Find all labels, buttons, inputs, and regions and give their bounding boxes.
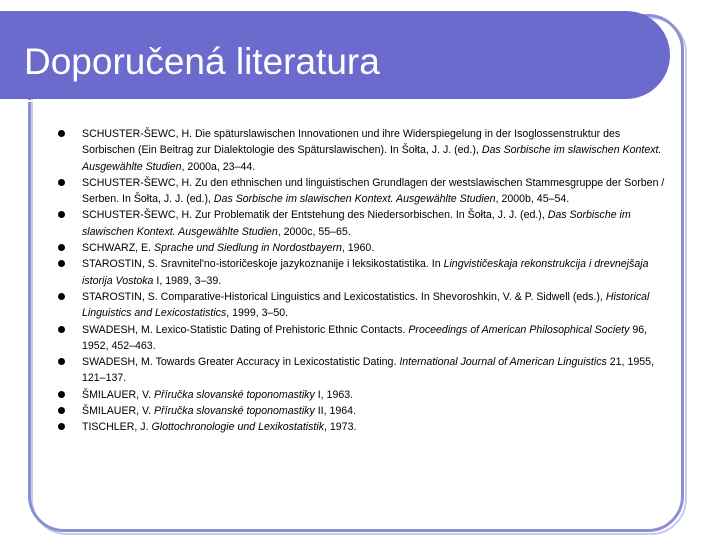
list-item — [58, 403, 668, 419]
reference-text: ŠMILAUER, V. — [82, 388, 155, 401]
list-item — [58, 240, 668, 256]
reference-details: , 2000b, 45–54. — [495, 193, 570, 206]
list-item — [58, 175, 668, 208]
reference-title: Glottochronologie und Lexikostatistik — [151, 421, 325, 434]
reference-details: I, 1963. — [314, 388, 354, 401]
reference-title: Historical Linguistics and Lexicostatistics — [82, 290, 650, 320]
list-item — [58, 126, 668, 175]
bullet-icon — [58, 130, 65, 137]
reference-text: STAROSTIN, S. Sravnitel'no-istoričeskoje jazykoznanije i leksikostatistika. In — [82, 258, 444, 271]
reference-title: Das Sorbische im slawischen Kontext. Ausgewählte Studien — [82, 144, 662, 173]
bullet-icon — [58, 293, 65, 300]
reference-title: International Journal of American Linguistics — [399, 356, 607, 369]
reference-details: , 1999, 3–50. — [226, 307, 289, 320]
reference-title: Lingvističeskaja rekonstrukcija i drevnejšaja istorija Vostoka — [82, 258, 649, 287]
reference-title: Proceedings of American Philosophical Society — [408, 323, 630, 336]
title-bar — [0, 11, 670, 99]
reference-title: Das Sorbische im slawischen Kontext. Ausgewählte Studien — [213, 193, 496, 206]
reference-text: SCHUSTER-ŠEWC, H. Zur Problematik der Entstehung des Niedersorbischen. In Šołta, J. J. (ed.), — [82, 209, 548, 222]
reference-details: I, 1989, 3–39. — [153, 274, 222, 287]
reference-title: Das Sorbische im slawischen Kontext. Ausgewählte Studien — [82, 209, 631, 238]
reference-details: II, 1964. — [314, 405, 357, 418]
bullet-icon — [58, 358, 65, 365]
reference-details: 96, 1952, 452–463. — [82, 323, 648, 352]
bullet-icon — [58, 260, 65, 267]
reference-title: Příručka slovanské toponomastiky — [154, 388, 315, 401]
title-underline — [28, 100, 636, 102]
list-item — [58, 289, 668, 322]
list-item — [58, 256, 668, 289]
bullet-icon — [58, 326, 65, 333]
bullet-icon — [58, 211, 65, 218]
list-item — [58, 207, 668, 240]
reference-text: SCHWARZ, E. — [82, 242, 154, 255]
reference-details: 21, 1955, 121–137. — [82, 356, 654, 385]
reference-list — [58, 126, 668, 436]
reference-text: SCHUSTER-ŠEWC, H. Die späturslawischen Innovationen und ihre Widerspiegelung in der Isoglossenstruktur des Sorbischen (Ein Beitrag zur Dialektologie des Späturslawischen). In Šołta, J. J. (ed.), — [82, 128, 621, 157]
page-title: Doporučená literatura — [24, 41, 380, 82]
bullet-icon — [58, 423, 65, 430]
reference-text: SWADESH, M. Lexico-Statistic Dating of Prehistoric Ethnic Contacts. — [82, 323, 409, 336]
list-item — [58, 419, 668, 435]
reference-details: , 2000a, 23–44. — [181, 160, 256, 173]
reference-text: ŠMILAUER, V. — [82, 405, 155, 418]
bullet-icon — [58, 391, 65, 398]
reference-details: , 1973. — [324, 421, 357, 434]
bullet-icon — [58, 407, 65, 414]
reference-text: STAROSTIN, S. Comparative-Historical Linguistics and Lexicostatistics. In Shevoroshkin, V. & P. Sidwell (eds.), — [82, 290, 606, 303]
reference-title: Sprache und Siedlung in Nordostbayern — [154, 242, 342, 255]
reference-details: , 2000c, 55–65. — [277, 225, 351, 238]
bullet-icon — [58, 179, 65, 186]
bullet-icon — [58, 244, 65, 251]
reference-text: TISCHLER, J. — [82, 421, 152, 434]
reference-title: Příručka slovanské toponomastiky — [154, 405, 315, 418]
list-item — [58, 354, 668, 387]
reference-text: SWADESH, M. Towards Greater Accuracy in Lexicostatistic Dating. — [82, 356, 400, 369]
reference-text: SCHUSTER-ŠEWC, H. Zu den ethnischen und linguistischen Grundlagen der westslawischen Stammesgruppe der Sorben / Serben. In Šołta, J. J. (ed.), — [82, 176, 665, 206]
list-item — [58, 387, 668, 403]
reference-details: , 1960. — [341, 242, 375, 255]
list-item — [58, 322, 668, 355]
